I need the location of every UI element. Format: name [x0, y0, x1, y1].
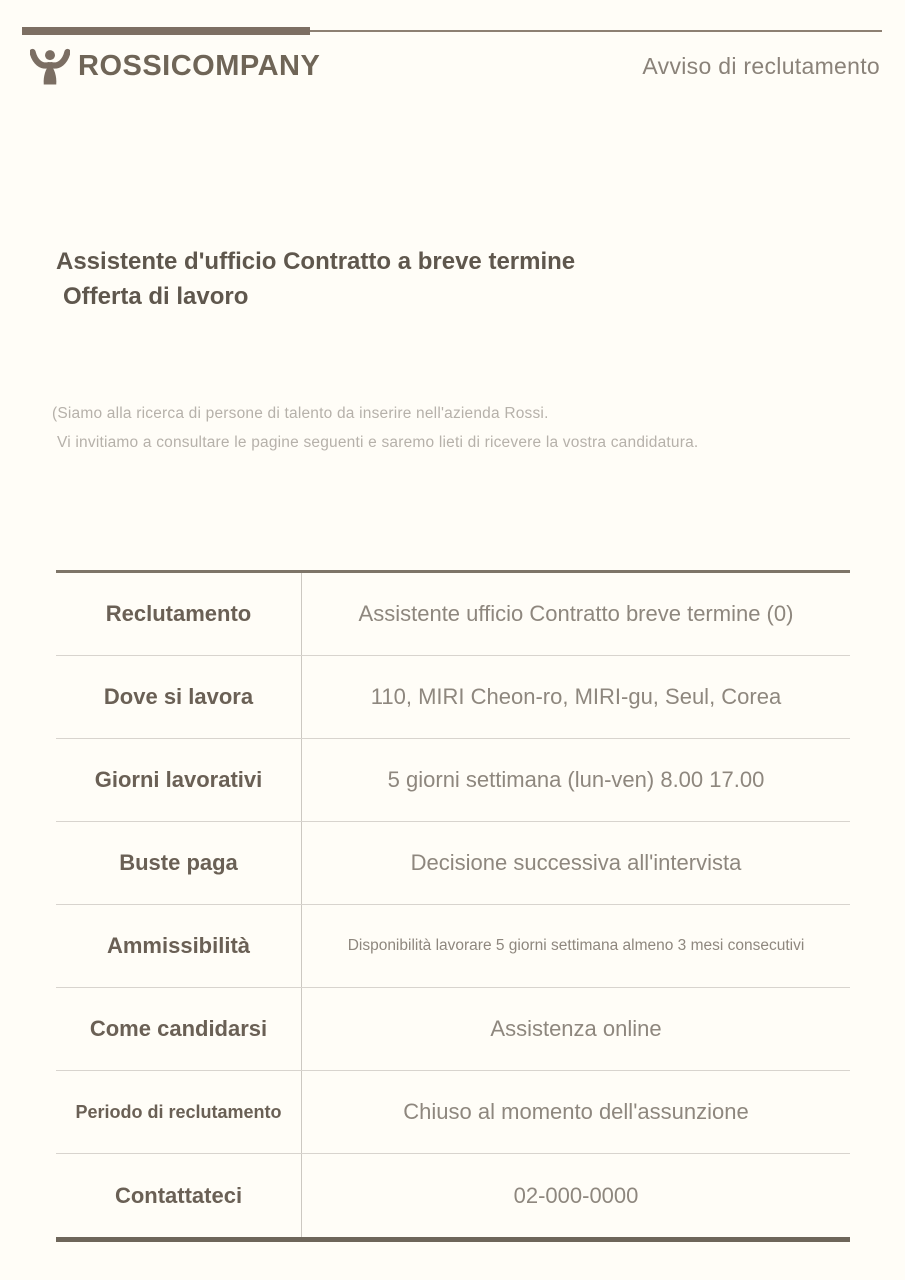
job-title-line1: Assistente d'ufficio Contratto a breve termine	[56, 248, 576, 275]
header-rule	[22, 27, 882, 35]
job-info-table	[56, 570, 850, 1242]
row-label: Come candidarsi	[56, 988, 302, 1070]
company-logo	[30, 43, 320, 89]
row-label: Ammissibilità	[56, 905, 302, 987]
row-value: Disponibilità lavorare 5 giorni settimana almeno 3 mesi consecutivi	[347, 937, 805, 954]
row-value: 02-000-0000	[513, 1182, 639, 1208]
header-rule-thin-segment	[310, 30, 882, 32]
table-row	[56, 1154, 850, 1237]
table-row	[56, 905, 850, 988]
row-value: Assistente ufficio Contratto breve termine (0)	[358, 601, 794, 626]
row-value: Chiuso al momento dell'assunzione	[403, 1099, 749, 1124]
table-row	[56, 656, 850, 739]
job-title	[56, 244, 816, 314]
table-row	[56, 739, 850, 822]
row-label: Dove si lavora	[56, 656, 302, 738]
job-title-line2: Offerta di lavoro	[63, 283, 249, 310]
intro-line2: Vi invitiamo a consultare le pagine seguenti e saremo lieti di ricevere la vostra candidatura.	[57, 434, 699, 451]
table-row	[56, 573, 850, 656]
row-value: Assistenza online	[490, 1016, 662, 1041]
company-name: ROSSICOMPANY	[78, 49, 321, 82]
row-label: Giorni lavorativi	[56, 739, 302, 821]
intro-paragraph	[52, 399, 832, 457]
document-tagline: Avviso di reclutamento	[642, 52, 880, 79]
row-label: Contattateci	[56, 1154, 302, 1237]
person-arms-up-icon	[30, 45, 70, 89]
table-row	[56, 822, 850, 905]
header	[30, 38, 880, 94]
table-row	[56, 988, 850, 1071]
table-row	[56, 1071, 850, 1154]
row-label: Periodo di reclutamento	[56, 1071, 302, 1153]
row-value: 5 giorni settimana (lun-ven) 8.00 17.00	[387, 767, 765, 792]
row-value: 110, MIRI Cheon-ro, MIRI-gu, Seul, Corea	[370, 684, 782, 709]
row-value: Decisione successiva all'intervista	[410, 850, 742, 875]
header-rule-thick-segment	[22, 27, 310, 35]
row-label: Buste paga	[56, 822, 302, 904]
row-label: Reclutamento	[56, 573, 302, 655]
intro-line1: (Siamo alla ricerca di persone di talento da inserire nell'azienda Rossi.	[52, 405, 549, 422]
